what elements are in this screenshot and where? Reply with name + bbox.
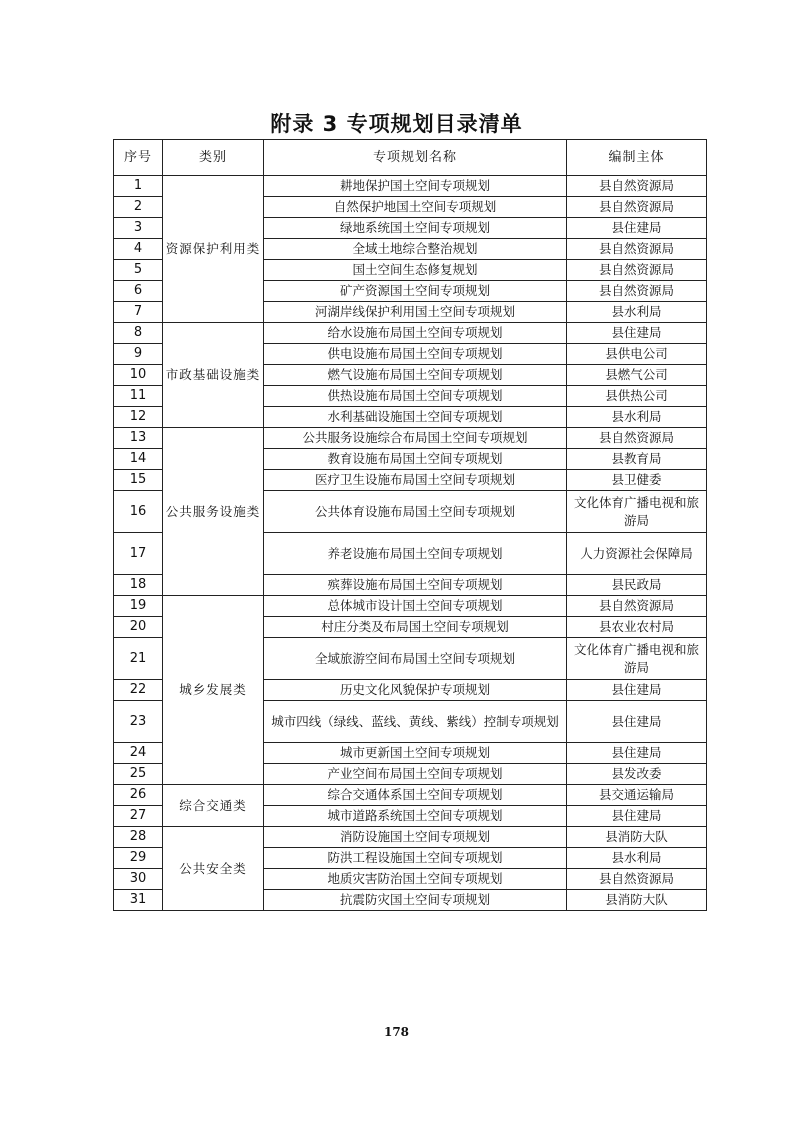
table-row: [114, 428, 707, 449]
row-no: 10: [114, 365, 163, 386]
row-no: 15: [114, 470, 163, 491]
row-no: 13: [114, 428, 163, 449]
header-category: 类别: [163, 140, 264, 176]
row-entity: 县教育局: [567, 449, 707, 470]
row-entity: 县水利局: [567, 407, 707, 428]
table-row: [114, 596, 707, 617]
row-name: 耕地保护国土空间专项规划: [264, 176, 567, 197]
row-no: 25: [114, 764, 163, 785]
row-name: 国土空间生态修复规划: [264, 260, 567, 281]
row-name: 产业空间布局国土空间专项规划: [264, 764, 567, 785]
category-cell: 市政基础设施类: [163, 323, 264, 428]
row-no: 19: [114, 596, 163, 617]
row-entity: 县消防大队: [567, 890, 707, 911]
row-entity: 县自然资源局: [567, 596, 707, 617]
row-entity: 县供电公司: [567, 344, 707, 365]
row-entity: 县供热公司: [567, 386, 707, 407]
row-entity: 县水利局: [567, 848, 707, 869]
row-name: 河湖岸线保护利用国土空间专项规划: [264, 302, 567, 323]
table-row: [114, 176, 707, 197]
row-entity: 县发改委: [567, 764, 707, 785]
row-no: 1: [114, 176, 163, 197]
row-entity: 县住建局: [567, 323, 707, 344]
row-entity: 文化体育广播电视和旅游局: [567, 491, 707, 533]
header-no: 序号: [114, 140, 163, 176]
row-no: 16: [114, 491, 163, 533]
row-name: 综合交通体系国土空间专项规划: [264, 785, 567, 806]
row-no: 23: [114, 701, 163, 743]
row-entity: 县自然资源局: [567, 260, 707, 281]
row-name: 抗震防灾国土空间专项规划: [264, 890, 567, 911]
row-no: 8: [114, 323, 163, 344]
row-entity: 县住建局: [567, 806, 707, 827]
row-no: 14: [114, 449, 163, 470]
row-entity: 县消防大队: [567, 827, 707, 848]
category-cell: 综合交通类: [163, 785, 264, 827]
row-entity: 县自然资源局: [567, 869, 707, 890]
row-name: 养老设施布局国土空间专项规划: [264, 533, 567, 575]
row-entity: 县农业农村局: [567, 617, 707, 638]
row-name: 给水设施布局国土空间专项规划: [264, 323, 567, 344]
row-name: 教育设施布局国土空间专项规划: [264, 449, 567, 470]
row-name: 地质灾害防治国土空间专项规划: [264, 869, 567, 890]
row-entity: 县住建局: [567, 701, 707, 743]
row-no: 4: [114, 239, 163, 260]
row-no: 6: [114, 281, 163, 302]
row-entity: 县民政局: [567, 575, 707, 596]
row-no: 30: [114, 869, 163, 890]
row-no: 26: [114, 785, 163, 806]
row-no: 7: [114, 302, 163, 323]
row-no: 27: [114, 806, 163, 827]
row-name: 城市更新国土空间专项规划: [264, 743, 567, 764]
row-entity: 县自然资源局: [567, 176, 707, 197]
row-name: 全域土地综合整治规划: [264, 239, 567, 260]
page-title: 附录 3 专项规划目录清单: [270, 112, 523, 136]
row-no: 20: [114, 617, 163, 638]
row-no: 31: [114, 890, 163, 911]
row-no: 28: [114, 827, 163, 848]
row-entity: 县燃气公司: [567, 365, 707, 386]
row-entity: 县住建局: [567, 680, 707, 701]
row-entity: 人力资源社会保障局: [567, 533, 707, 575]
row-no: 9: [114, 344, 163, 365]
row-no: 21: [114, 638, 163, 680]
table-row: [114, 323, 707, 344]
row-name: 总体城市设计国土空间专项规划: [264, 596, 567, 617]
row-entity: 县交通运输局: [567, 785, 707, 806]
category-cell: 公共安全类: [163, 827, 264, 911]
row-name: 防洪工程设施国土空间专项规划: [264, 848, 567, 869]
row-name: 水利基础设施国土空间专项规划: [264, 407, 567, 428]
row-name: 历史文化风貌保护专项规划: [264, 680, 567, 701]
row-name: 公共体育设施布局国土空间专项规划: [264, 491, 567, 533]
row-entity: 县自然资源局: [567, 281, 707, 302]
row-name: 公共服务设施综合布局国土空间专项规划: [264, 428, 567, 449]
table-row: [114, 785, 707, 806]
row-entity: 县水利局: [567, 302, 707, 323]
row-no: 22: [114, 680, 163, 701]
row-name: 绿地系统国土空间专项规划: [264, 218, 567, 239]
row-no: 12: [114, 407, 163, 428]
row-no: 24: [114, 743, 163, 764]
row-name: 供热设施布局国土空间专项规划: [264, 386, 567, 407]
category-cell: 城乡发展类: [163, 596, 264, 785]
row-name: 燃气设施布局国土空间专项规划: [264, 365, 567, 386]
row-name: 矿产资源国土空间专项规划: [264, 281, 567, 302]
table-row: [114, 827, 707, 848]
row-entity: 县住建局: [567, 743, 707, 764]
row-name: 全域旅游空间布局国土空间专项规划: [264, 638, 567, 680]
row-no: 18: [114, 575, 163, 596]
row-entity: 文化体育广播电视和旅游局: [567, 638, 707, 680]
row-name: 供电设施布局国土空间专项规划: [264, 344, 567, 365]
row-no: 11: [114, 386, 163, 407]
row-entity: 县自然资源局: [567, 239, 707, 260]
row-no: 3: [114, 218, 163, 239]
row-name: 村庄分类及布局国土空间专项规划: [264, 617, 567, 638]
category-cell: 资源保护利用类: [163, 176, 264, 323]
table-header-row: [114, 140, 707, 176]
row-entity: 县自然资源局: [567, 197, 707, 218]
row-entity: 县自然资源局: [567, 428, 707, 449]
row-name: 消防设施国土空间专项规划: [264, 827, 567, 848]
row-name: 医疗卫生设施布局国土空间专项规划: [264, 470, 567, 491]
row-name: 城市道路系统国土空间专项规划: [264, 806, 567, 827]
row-entity: 县住建局: [567, 218, 707, 239]
row-name: 自然保护地国土空间专项规划: [264, 197, 567, 218]
plan-table: [113, 139, 707, 911]
category-cell: 公共服务设施类: [163, 428, 264, 596]
row-entity: 县卫健委: [567, 470, 707, 491]
row-name: 城市四线（绿线、蓝线、黄线、紫线）控制专项规划: [264, 701, 567, 743]
page-number: 178: [383, 1025, 410, 1039]
row-no: 2: [114, 197, 163, 218]
row-no: 5: [114, 260, 163, 281]
row-name: 殡葬设施布局国土空间专项规划: [264, 575, 567, 596]
header-name: 专项规划名称: [264, 140, 567, 176]
header-entity: 编制主体: [567, 140, 707, 176]
row-no: 29: [114, 848, 163, 869]
row-no: 17: [114, 533, 163, 575]
